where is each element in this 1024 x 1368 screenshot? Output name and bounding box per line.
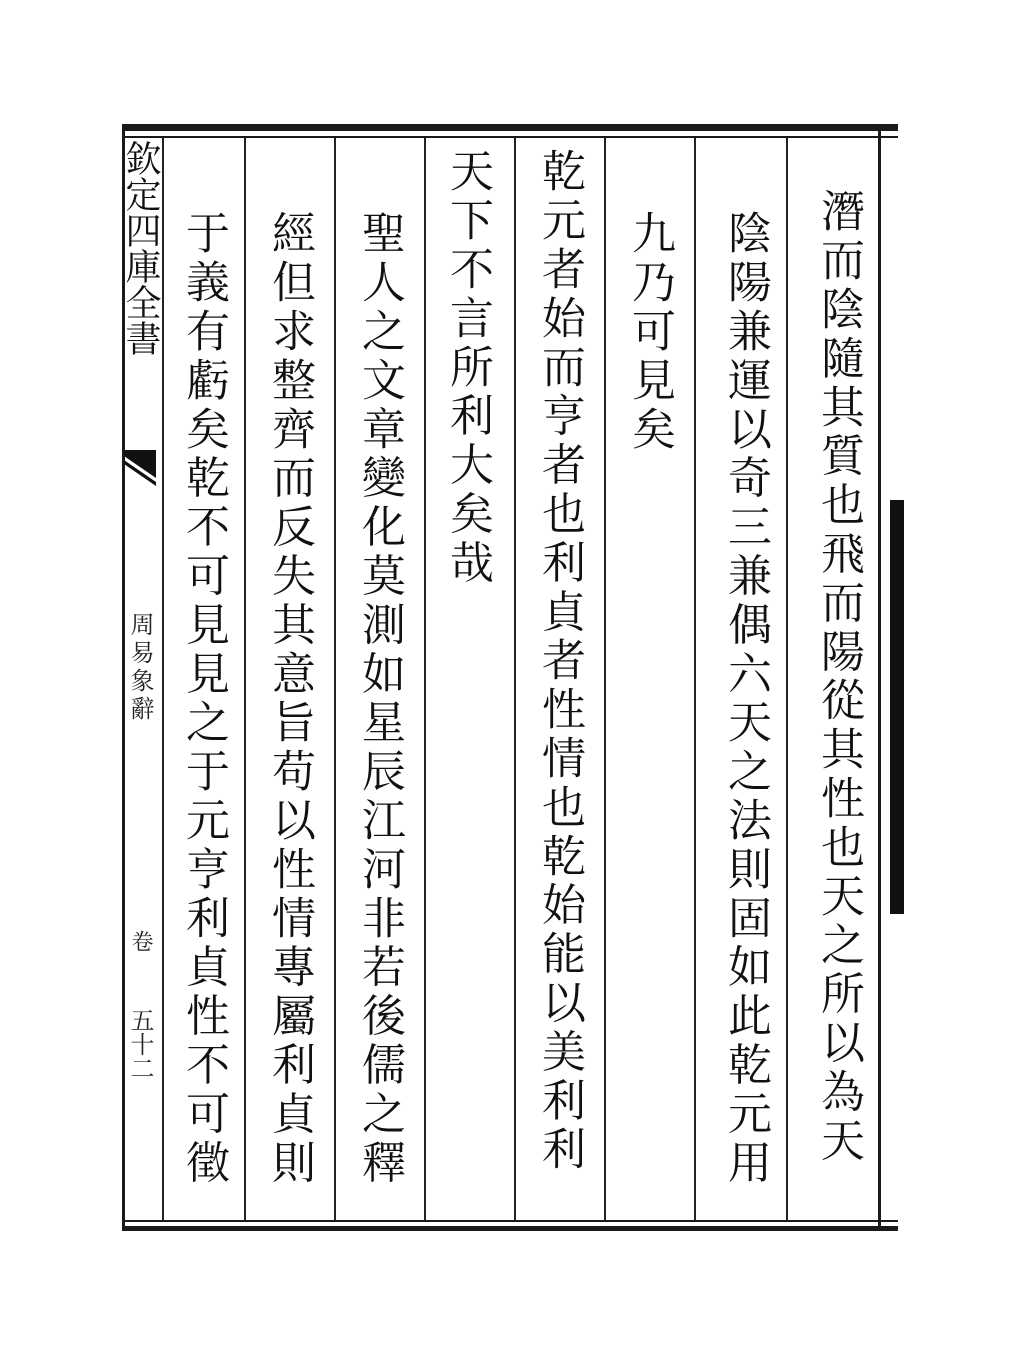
- text-column: 于義有虧矣乾不可見見之于元亨利貞性不可徵: [178, 210, 229, 1188]
- right-border-rule: [878, 130, 881, 1226]
- top-border-inner-rule: [122, 136, 898, 138]
- column-divider: [694, 138, 696, 1220]
- column-divider: [424, 138, 426, 1220]
- column-divider: [334, 138, 336, 1220]
- page-number: 五十二: [126, 1008, 154, 1080]
- column-divider: [162, 138, 164, 1220]
- fish-tail-mark-icon: [120, 446, 160, 502]
- collection-title: 欽定四庫全書: [120, 140, 161, 356]
- column-divider: [786, 138, 788, 1220]
- column-divider: [604, 138, 606, 1220]
- text-column: 九乃可見矣: [624, 210, 675, 455]
- chapter-mark: 卷: [128, 930, 153, 952]
- text-column: 潛而陰隨其質也飛而陽從其性也天之所以為天: [813, 188, 864, 1166]
- top-border-rule: [122, 124, 898, 131]
- text-column: 陰陽兼運以奇三兼偶六天之法則固如此乾元用: [720, 210, 771, 1188]
- book-name: 周易象辭: [126, 612, 154, 724]
- text-column: 聖人之文章變化莫測如星辰江河非若後儒之釋: [354, 210, 405, 1188]
- text-column: 乾元者始而亨者也利貞者性情也乾始能以美利利: [534, 148, 585, 1175]
- text-column: 天下不言所利大矣哉: [442, 148, 493, 589]
- bottom-border-rule: [122, 1226, 898, 1231]
- column-divider: [514, 138, 516, 1220]
- binding-edge-bar: [890, 500, 904, 914]
- text-column: 經但求整齊而反失其意旨苟以性情專屬利貞則: [264, 210, 315, 1188]
- column-divider: [244, 138, 246, 1220]
- bottom-border-inner-rule: [122, 1220, 898, 1222]
